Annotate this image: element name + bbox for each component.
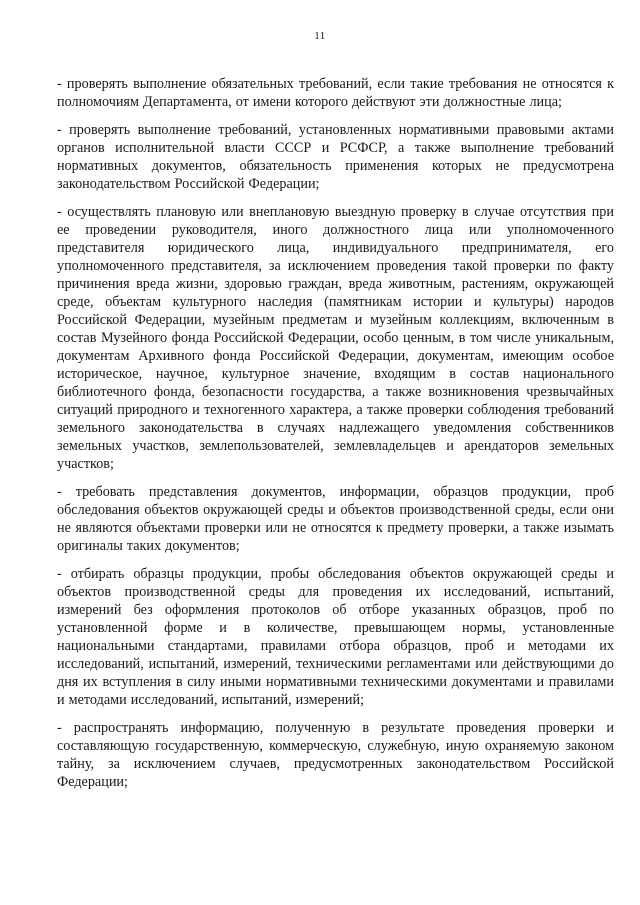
paragraph-prohibition-4: - требовать представления документов, информации, образцов продукции, проб обследования объектов окружающей среды и объектов производственной среды, если они не являются объектами проверки или не относятся к предмету проверки, а также изымать оригиналы таких документов; [57, 484, 614, 554]
page-number: 11 [314, 30, 326, 42]
page-body [57, 75, 614, 801]
paragraph-prohibition-5: - отбирать образцы продукции, пробы обследования объектов окружающей среды и объектов производственной среды для проведения их исследований, испытаний, измерений без оформления протоколов об отборе указанных образцов, проб по установленной форме и в количестве, превышающем нормы, установленные национальными стандартами, правилами отбора образцов, проб и методами их исследований, испытаний, измерений, техническими регламентами или действующими до дня их вступления в силу иными нормативными техническими документами и правилами и методами исследований, испытаний, измерений; [57, 566, 614, 708]
paragraph-prohibition-3: - осуществлять плановую или внеплановую выездную проверку в случае отсутствия при ее проведении руководителя, иного должностного лица или уполномоченного представителя юридического лица, индивидуального предпринимателя, его уполномоченного представителя, за исключением проведения такой проверки по факту причинения вреда жизни, здоровью граждан, вреда животным, растениям, окружающей среде, объектам культурного наследия (памятникам истории и культуры) народов Российской Федерации, музейным предметам и музейным коллекциям, включенным в состав Музейного фонда Российской Федерации, особо ценным, в том числе уникальным, документам Архивного фонда Российской Федерации, документам, имеющим особое историческое, научное, культурное значение, входящим в состав национального библиотечного фонда, безопасности государства, а также возникновения чрезвычайных ситуаций природного и техногенного характера, а также проверки соблюдения требований земельного законодательства в случаях надлежащего уведомления собственников земельных участков, землепользователей, землевладельцев и арендаторов земельных участков; [57, 204, 614, 472]
paragraph-prohibition-2: - проверять выполнение требований, установленных нормативными правовыми актами органов исполнительной власти СССР и РСФСР, а также выполнение требований нормативных документов, обязательность применения которых не предусмотрена законодательством Российской Федерации; [57, 122, 614, 192]
paragraph-prohibition-1: - проверять выполнение обязательных требований, если такие требования не относятся к полномочиям Департамента, от имени которого действуют эти должностные лица; [57, 76, 614, 110]
paragraph-prohibition-6: - распространять информацию, полученную в результате проведения проверки и составляющую государственную, коммерческую, служебную, иную охраняемую законом тайну, за исключением случаев, предусмотренных законодательством Российской Федерации; [57, 720, 614, 790]
